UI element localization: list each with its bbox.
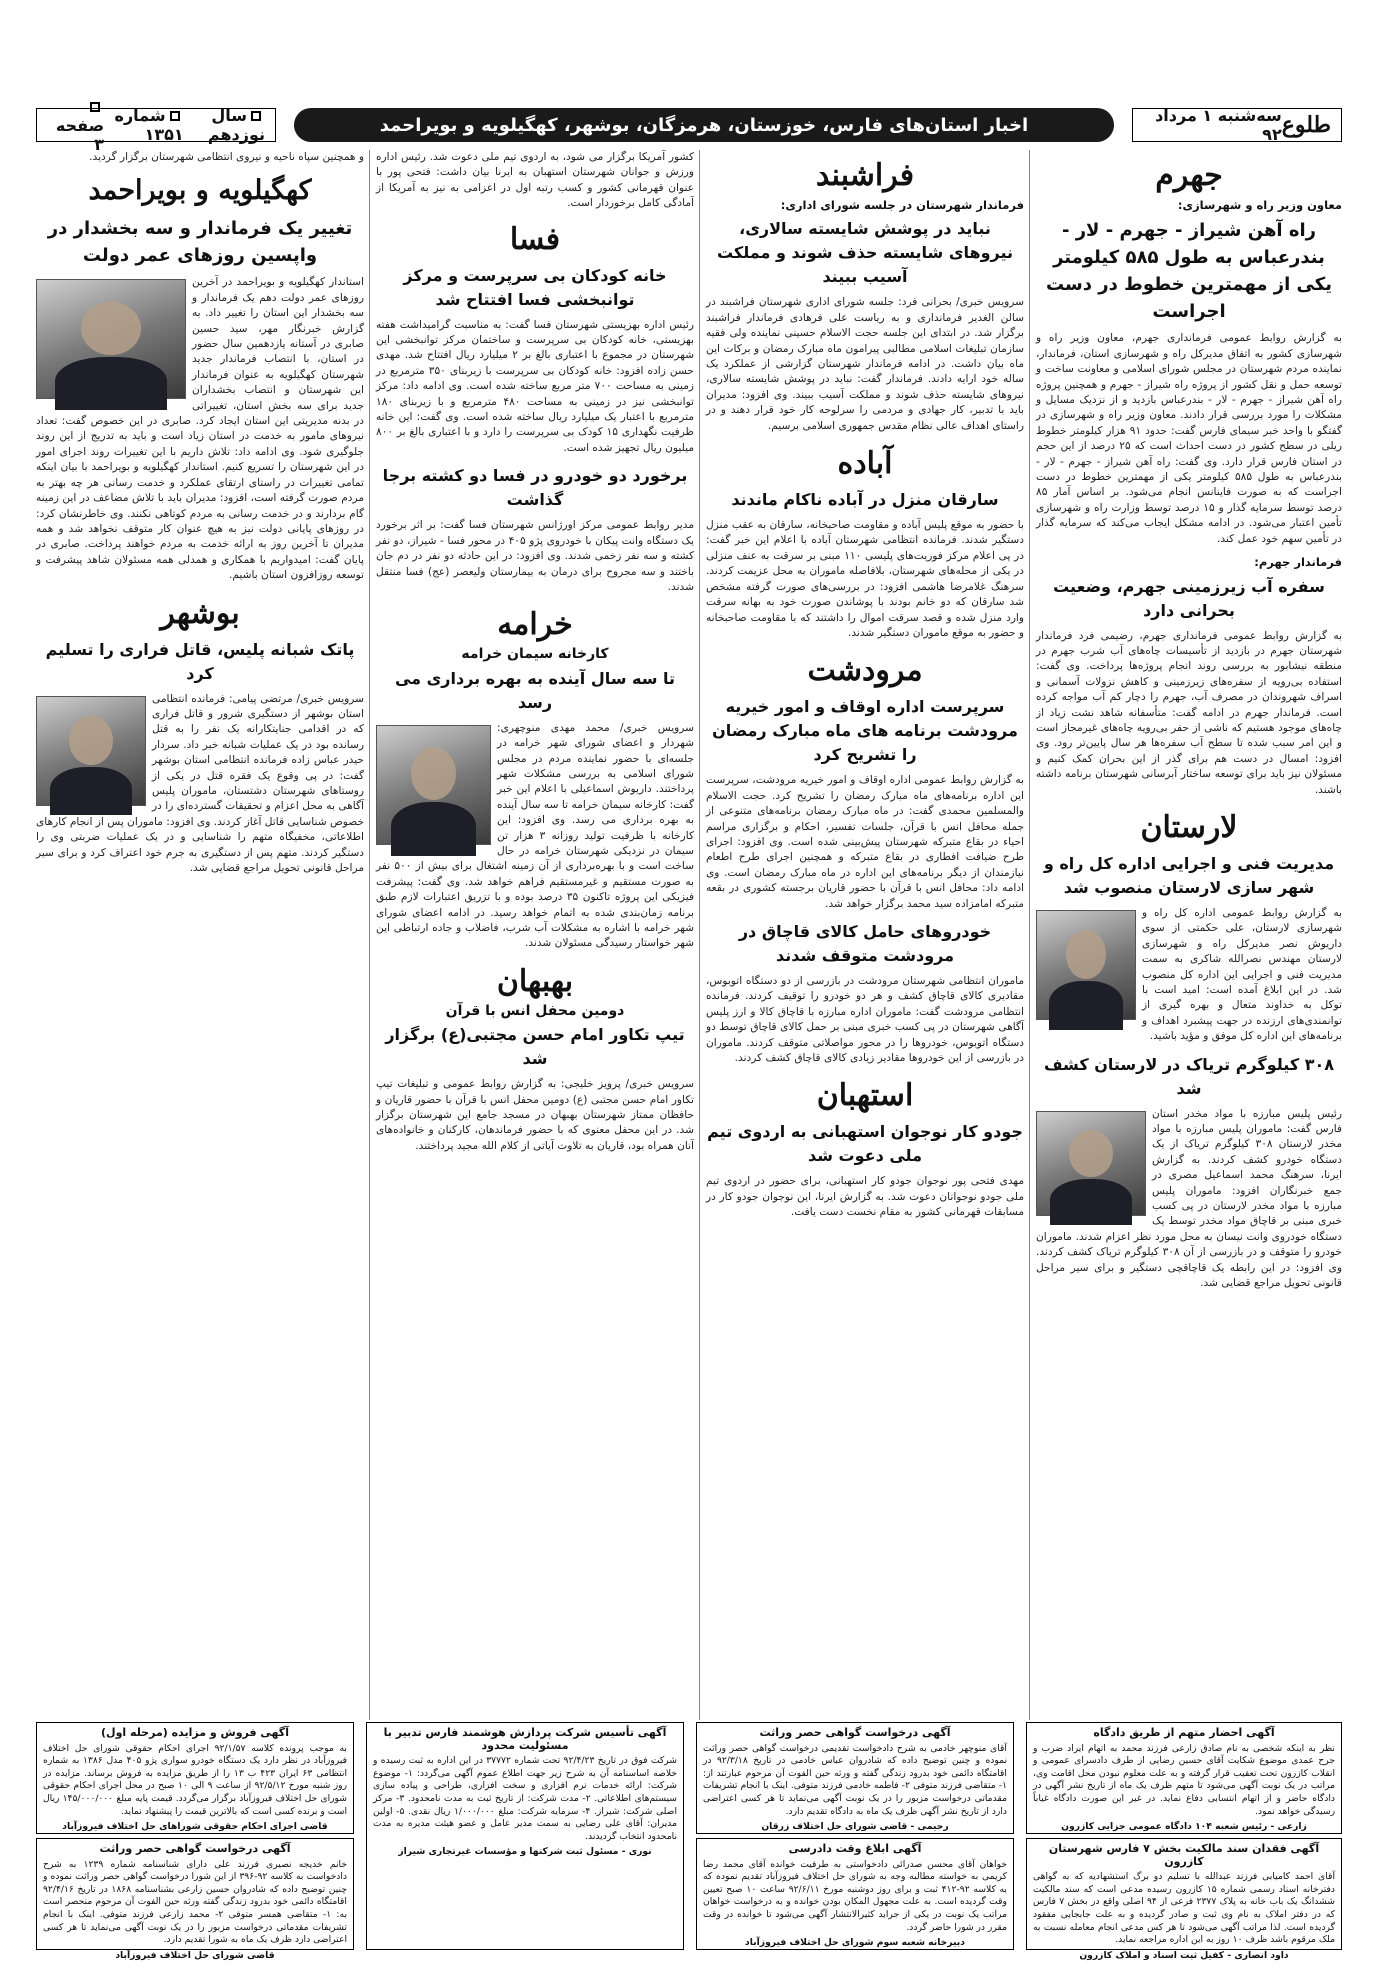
- column-rule: [699, 150, 700, 1720]
- city-heading: خرامه: [497, 607, 573, 643]
- city-heading: استهبان: [816, 1078, 914, 1114]
- notice-body: نظر به اینکه شخصی به نام صادق زارعی فرزند محمد به اتهام ایراد ضرب و جرح عمدی موضوع شکایت آقای حسین رضایی از طرف دادسرای عمومی و انقلاب کازرون تحت تعقیب قرار گرفته و به علت معلوم نبودن محل اقامت وی، مراتب در یک نوبت آگهی می‌شود تا متهم ظرف یک ماه از تاریخ نشر آگهی در دادگاه حاضر و از اتهام انتسابی دفاع نماید. در غیر این صورت دادگاه غیاباً رسیدگی خواهد نمود.: [1033, 1742, 1335, 1817]
- legal-notice: [36, 1838, 354, 1961]
- notice-body: آقای احمد کامیابی فرزند عبدالله با تسلیم دو برگ استشهادیه که به گواهی دفترخانه اسناد رسمی شماره ۱۵ کازرون رسیده مدعی است که سند مالکیت ششدانگ یک باب خانه به پلاک ۲۳۷۷ فرعی از ۹۴ اصلی واقع در بخش ۷ فارس که در دفتر املاک به نام وی ثبت و صادر گردیده و به علت جابجایی مفقود گردیده است. لذا مراتب آگهی می‌شود تا هر کس مدعی انجام معامله نسبت به ملک مرقوم باشد ظرف ۱۰ روز به این اداره مراجعه نماید.: [1033, 1871, 1335, 1946]
- notice-signature: قاضی اجرای احکام حقوقی شوراهای حل اختلاف فیروزآباد: [62, 1821, 328, 1833]
- notice-body: خانم خدیجه نصیری فرزند علی دارای شناسنامه شماره ۱۲۳۹ به شرح دادخواست به کلاسه ۹۲-۳۹۶ از این شورا درخواست گواهی حصر وراثت نموده و چنین توضیح داده که شادروان حسین زارعی بشناسنامه ۱۸۶۸ در تاریخ ۹۲/۴/۱۶ اقامتگاه دائمی خود بدرود زندگی گفته ورثه حین الفوت آن مرحوم منحصر است به: ۱- متقاضی همسر متوفی ۲- محمد زارعی فرزند متوفی. اینک با انجام تشریفات مقدماتی درخواست مزبور را در یک نوبت آگهی می‌نماید تا هر کسی اعتراضی دارد ظرف یک ماه به شورا تقدیم دارد.: [43, 1858, 347, 1946]
- article-headline: نباید در پوشش شایسته سالاری، نیروهای شایسته حذف شوند و مملکت آسیب ببیند: [716, 219, 1014, 287]
- legal-notice: [1026, 1722, 1342, 1834]
- article-body: رئیس پلیس مبارزه با مواد مخدر استان فارس گفت: ماموران پلیس مبارزه با مواد مخدر لارستان ۳۰۸ کیلوگرم تریاک از یک دستگاه خودرو کشف کردند. به گزارش ایرنا، سرهنگ محمد اسماعیل مصری در جمع خبرنگاران افزود: ماموران پلیس مبارزه با مواد مخدر لارستان در پی کسب خبری مبنی بر قاچاق مواد مخدر توسط یک دستگاه خودروی وانت نیسان به محل مورد نظر اعزام شدند. ماموران خودرو را متوقف و در بازرسی از آن ۳۰۸ کیلوگرم تریاک کشف کردند. وی افزود: در این رابطه یک قاچاقچی دستگیر و برای سیر مراحل قانونی تحویل مراجع قضایی شد.: [1036, 1107, 1342, 1290]
- notice-body: آقای منوچهر خادمی به شرح دادخواست تقدیمی درخواست گواهی حصر وراثت نموده و چنین توضیح داده که شادروان عباس خادمی در تاریخ ۹۲/۳/۱۸ در اقامتگاه دائمی خود بدرود زندگی گفته و ورثه حین الفوت آن مرحوم عبارتند از: ۱- متقاضی فرزند متوفی ۲- فاطمه خادمی فرزند متوفی. اینک با انجام تشریفات مقدماتی درخواست مزبور را در یک نوبت آگهی می‌نماید تا هر کسی اعتراضی دارد از تاریخ نشر آگهی ظرف یک ماه به دادگاه تقدیم دارد.: [703, 1742, 1007, 1817]
- square-bullet-icon: [251, 111, 261, 121]
- legal-notice: [696, 1722, 1014, 1834]
- governor-portrait-photo: [36, 279, 186, 399]
- article-body: سرویس خبری/ مرتضی پیامی: فرمانده انتظامی استان بوشهر از دستگیری شرور و قاتل فراری که در اقدامی جنایتکارانه یک نفر را به قتل رسانده بود در یک عملیات شبانه خبر داد. سردار حیدر عباس زاده فرمانده انتظامی استان بوشهر گفت: در پی وقوع یک فقره قتل در یکی از روستاهای شهرستان دشتستان، ماموران پلیس آگاهی به محل اعزام و تحقیقات گسترده‌ای را در خصوص شناسایی قاتل آغاز کردند. وی افزود: ماموران پس از انجام کارهای اطلاعاتی، مخفیگاه متهم را شناسایی و در یک عملیات ضربتی وی را دستگیر کردند. متهم پس از دستگیری به جرم خود اعتراف کرد و برای سیر مراحل قانونی تحویل مراجع قضایی شد.: [36, 692, 364, 874]
- article-body: با حضور به موقع پلیس آباده و مقاومت صاحبخانه، سارقان به عقب منزل دستگیر شدند. فرمانده انتظامی شهرستان آباده با اعلام این خبر گفت: در پی اعلام مرکز فوریت‌های پلیسی ۱۱۰ مبنی بر سرقت به عنف منزلی در یکی از محله‌های شهرستان، بلافاصله ماموران به محل عزیمت کردند. سرهنگ غلامرضا هاشمی افزود: در بررسی‌های صورت گرفته مشخص شد سارقان که دو خانم بودند با پوشاندن صورت خود به بهانه سرقت وارد منزل شده و قصد سرقت اموال را داشتند که با مقاومت صاحبخانه و حضور به موقع ماموران دستگیر شدند.: [706, 519, 1024, 639]
- article-headline: تا سه سال آینده به بهره برداری می رسد: [394, 668, 676, 712]
- article-headline: برخورد دو خودرو در فسا دو کشته برجا گذاشت: [382, 466, 688, 510]
- article-headline: تغییر یک فرماندار و سه بخشدار در واپسین روزهای عمر دولت: [47, 218, 353, 267]
- masthead: [36, 106, 1342, 154]
- notice-signature: زارعی - رئیس شعبه ۱۰۴ دادگاه عمومی جزایی کازرون: [1061, 1821, 1307, 1833]
- official-portrait-photo: [1036, 910, 1136, 1020]
- article-headline: مدیریت فنی و اجرایی اداره کل راه و شهر سازی لارستان منصوب شد: [1043, 853, 1335, 897]
- article-body: به گزارش روابط عمومی فرمانداری جهرم، معاون وزیر راه و شهرسازی کشور به اتفاق مدیرکل راه و شهرسازی استان، فرماندار، نماینده مردم شهرستان در مجلس شورای اسلامی و معاونت ساخت و توسعه حمل و نقل کشور از پروژه راه شیراز - جهرم و همچنین پروژه راه آهن شیراز - جهرم - لار - بندرعباس بازدید و از نزدیک مسایل و مشکلات را مورد بررسی قرار دادند. معاون وزیر راه و شهرسازی در گفتگو با واحد خبر سیمای فارس گفت: حدود ۹۱ هزار کیلومتر خطوط ریلی در سطح کشور در دست احداث است که ۲۵ درصد از این حجم در استان فارس قرار دارد. وی گفت: راه آهن شیراز - جهرم - لار - بندرعباس به طول ۵۸۵ کیلومتر یکی از مهمترین خطوط در دست اجراست که به صورت فاینانس انجام می‌شود. بر اساس آمار ۸۵ درصد توسط سرمایه گذار و ۱۵ درصد توسط وزارت راه و شهرسازی تأمین اعتبار می‌شود. در ادامه مشکل ایجاب می‌کند که سرمایه گذار در تأمین سهم خود عمل کند.: [1036, 332, 1343, 545]
- notice-title: آگهی تأسیس شرکت پردازش هوشمند فارس تدبیر با مسئولیت محدود: [383, 1726, 667, 1752]
- article-body: سرویس خبری/ پرویز خلیجی: به گزارش روابط عمومی و تبلیغات تیپ تکاور امام حسن مجتبی (ع) دومین محفل انس با قرآن با حضور قاریان و حافظان ممتاز شهرستان بهبهان در مسجد جامع این شهرستان برگزار شد. در این محفل معنوی که با حضور فرماندهان، کارکنان و خانواده‌های آنان همراه بود، قاریان به تلاوت آیاتی از کلام الله مجید پرداختند.: [376, 1078, 694, 1152]
- article-continuation: و همچنین سپاه ناحیه و نیروی انتظامی شهرستان برگزار گردید.: [89, 151, 364, 163]
- article-headline: سارقان منزل در آباده ناکام ماندند: [731, 490, 999, 510]
- column-jahrom-larestan: [1036, 150, 1342, 1720]
- column-rule: [369, 150, 370, 1720]
- page-number: صفحه ۳: [55, 115, 105, 154]
- notice-title: آگهی احضار متهم از طریق دادگاه: [1093, 1726, 1275, 1739]
- masthead-date-box: [1132, 108, 1342, 142]
- notice-signature: قاضی شورای حل اختلاف فیروزآباد: [115, 1949, 275, 1961]
- article-headline: خانه کودکان بی سرپرست و مرکز توانبخشی فسا افتتاح شد: [403, 265, 667, 309]
- article-kicker: کارخانه سیمان خرامه: [461, 646, 609, 663]
- city-heading: بهبهان: [496, 963, 574, 999]
- article-headline: پاتک شبانه پلیس، قاتل فراری را تسلیم کرد: [45, 639, 355, 683]
- legal-notice: [696, 1838, 1014, 1950]
- legal-notice: [1026, 1838, 1342, 1961]
- article-body: سرویس خبری/ محمد مهدی منوچهری: شهردار و اعضای شورای شهر خرامه در جلسه‌ای با حضور نماینده مردم در مجلس شورای اسلامی به بررسی مشکلات شهر پرداختند. داریوش اسماعیلی با اعلام این خبر گفت: کارخانه سیمان خرامه تا سه سال آینده به بهره برداری می رسد. وی افزود: این کارخانه با ظرفیت تولید روزانه ۳ هزار تن سیمان در نزدیکی شهرستان خرامه در حال ساخت است و با بهره‌برداری از آن زمینه اشتغال برای بیش از ۵۰۰ نفر به صورت مستقیم و غیرمستقیم فراهم خواهد شد. وی گفت: پیشرفت فیزیکی این پروژه تاکنون ۳۵ درصد بوده و با تزریق اعتبارات لازم طبق برنامه زمان‌بندی شده به اتمام خواهد رسید. در ادامه اعضای شورای شهر خرامه با اشاره به مشکلات آب شرب، فاضلاب و جاده ارتباطی این شهر خواستار رسیدگی مسئولان شدند.: [376, 721, 695, 950]
- city-heading: مرودشت: [807, 653, 923, 689]
- article-body: به گزارش روابط عمومی اداره اوقاف و امور خیریه مرودشت، سرپرست این اداره برنامه‌های ماه مبارک رمضان را تشریح کرد. حجت الاسلام والمسلمین محمدی گفت: در ماه مبارک رمضان برنامه‌های متنوعی از جمله محافل انس با قرآن، جلسات تفسیر، احکام و برگزاری مراسم احیاء در بقاع متبرکه شهرستان پیش‌بینی شده است. وی افزود: اجرای طرح ضیافت افطاری در بقاع متبرکه و همچنین اجرای طرح اطعام نیازمندان از دیگر برنامه‌های این اداره در ماه مبارک رمضان است. وی ادامه داد: محافل انس با قرآن با حضور قاریان برجسته کشوری در بقعه متبرکه امامزاده سید محمد برگزار خواهد شد.: [706, 774, 1024, 910]
- article-kicker: فرماندار شهرستان در جلسه شورای اداری:: [780, 198, 1024, 212]
- column-rule: [1029, 150, 1030, 1720]
- column-fasa-kharameh-behbahan: [376, 150, 694, 1720]
- volume-year: سال نوزدهم: [207, 106, 265, 144]
- article-body: به گزارش روابط عمومی اداره کل راه و شهرسازی لارستان، علی حکمتی از سوی داریوش نصر مدیرکل راه و شهرسازی لارستان مهندس نصرالله شاکری به سمت مدیریت فنی و اجرایی این اداره کل منصوب شد. در این ابلاغ آمده است: امید است با توکل به خداوند متعال و بهره گیری از توانمندی‌های ارزنده در جهت پیشبرد اهداف و برنامه‌های این اداره کل موفق و مؤید باشید.: [1142, 906, 1342, 1043]
- city-heading: فراشبند: [815, 158, 915, 193]
- masthead-issue-box: [36, 106, 276, 154]
- article-kicker: دومین محفل انس با قرآن: [445, 1002, 625, 1019]
- article-body: ماموران انتظامی شهرستان مرودشت در بازرسی از دو دستگاه اتوبوس، مقادیری کالای قاچاق کشف و هر دو خودرو را توقیف کردند. فرمانده انتظامی مرودشت گفت: ماموران اداره مبارزه با قاچاق کالا و ارز پلیس آگاهی شهرستان در پی کسب خبری مبنی بر حمل کالای قاچاق توسط دو دستگاه اتوبوس، خودروها را در محور مواصلاتی متوقف کردند. ماموران در بازرسی از این خودروها مقادیر زیادی کالای قاچاق کشف کردند.: [706, 974, 1024, 1064]
- legal-notice: [366, 1722, 684, 1950]
- article-continuation: کشور آمریکا برگزار می شود، به اردوی تیم ملی دعوت شد. رئیس اداره ورزش و جوانان شهرستان استهبان به ایرنا بیان داشت: فتحی پور با عنوان قهرمانی کشور و کسب رتبه اول در اعزامی به نیز به آمریکا از آمادگی کامل برخوردار است.: [376, 151, 694, 210]
- notice-signature: دبیرخانه شعبه سوم شورای حل اختلاف فیروزآباد: [745, 1937, 965, 1949]
- city-heading: آباده: [837, 446, 893, 482]
- article-headline: جودو کار نوجوان استهبانی به اردوی تیم ملی دعوت شد: [707, 1122, 1023, 1166]
- notice-body: خواهان آقای محسن صدرائی دادخواستی به طرفیت خوانده آقای محمد رضا کریمی به خواسته مطالبه وجه به شورای حل اختلاف فیروزآباد تقدیم نموده که به کلاسه ۹۲-۴۱۲ ثبت و برای روز دوشنبه مورخ ۹۲/۶/۱۱ ساعت ۱۰ صبح تعیین وقت گردیده است. به علت مجهول المکان بودن خوانده و به درخواست خواهان مراتب یک نوبت در یکی از جراید کثیرالانتشار آگهی می‌شود تا خوانده در وقت مقرر در شورا حاضر گردد.: [703, 1858, 1007, 1933]
- article-body: به گزارش روابط عمومی فرمانداری جهرم، رضیمی فرد فرماندار شهرستان جهرم در بازدید از تأسیسات چاه‌های آب شرب جهرم در منطقه نیشابور به بررسی روند انجام پروژه‌ها پرداخت. وی گفت: استفاده بی‌رویه از سفره‌های زیرزمینی و کاهش نزولات آسمانی و اسراف شهروندان در مصرف آب، جهرم را دچار کم آب مواجه کرده است. فرماندار جهرم در ادامه گفت: متأسفانه شاهد نشت زیاد از چاه‌های موجود هستیم که ناشی از حفر بی‌رویه چاه‌های غیرمجاز است و این امر سبب شده تا سطح آب سفره‌ها هر سال پایین‌تر رود. وی افزود: امسال در دست هم برای گذر از این بحران کمک کنیم و مسئولان نیز باید برای توسعه ساختار آبرسانی شهرستان برنامه داشته باشند.: [1036, 629, 1342, 796]
- newspaper-logo: طلوع: [1281, 112, 1331, 138]
- article-headline: ۳۰۸ کیلوگرم تریاک در لارستان کشف شد: [1043, 1054, 1334, 1098]
- article-body: سرویس خبری/ بحرانی فرد: جلسه شورای اداری شهرستان فراشبند در سالن الغدیر فرمانداری و به ریاست علی فرهادی فرماندار فراشبند برگزار شد. در ابتدای این جلسه حجت الاسلام حسینی نماینده ولی فقیه سازمان تبلیغات اسلامی مطالبی پیرامون ماه مبارک رمضان و برکات این ماه بیان داشت. در ادامه فرماندار شهرستان گزارشی از عملکرد یک ساله خود ارایه دادند. فرماندار گفت: نباید در پوشش شایسته سالاری، نیروهای شایسته حذف شوند و مملکت آسیب ببیند. وی افزود: مدیران باید با تدبیر، کار جهادی و مردمی را سرلوحه کار خود قرار دهند و در راستای اهداف عالی نظام مقدس جمهوری اسلامی برسیم.: [706, 296, 1024, 432]
- notice-body: به موجب پرونده کلاسه ۹۲/۱/۵۷ اجرای احکام حقوقی شورای حل اختلاف فیروزآباد در نظر دارد یک دستگاه خودرو سواری پژو ۴۰۵ مدل ۱۳۸۶ به شماره انتظامی ۶۳ ایران ۴۲۳ ب ۱۳ را از طریق مزایده به فروش برساند. مزایده در روز شنبه مورخ ۹۲/۵/۱۲ از ساعت ۹ الی ۱۰ صبح در محل اجرای احکام حقوقی شورای حل اختلاف فیروزآباد برگزار می‌گردد. قیمت پایه مبلغ ۱۴۵/۰۰۰/۰۰۰ ریال است و برنده کسی است که بالاترین قیمت را پیشنهاد نماید.: [43, 1742, 347, 1817]
- article-body: رئیس اداره بهزیستی شهرستان فسا گفت: به مناسبت گرامیداشت هفته بهزیستی، خانه کودکان بی سرپرست و ساختمان مرکز توانبخشی این شهرستان در مجموع با اعتباری بالغ بر ۲ میلیارد ریال افتتاح شد. مهدی حسن زاده افزود: خانه کودکان بی سرپرست با زیربنای ۳۵۰ مترمربع در زمینی به مساحت ۷۰۰ متر مربع ساخته شده است. وی ادامه داد: مرکز توانبخشی نیز در زمینی به مساحت ۴۸۰ مترمربع و با زیربنای ۱۸۰ مترمربع با اعتبار یک میلیارد ریال ساخته شده است. وی گفت: این خانه ظرفیت نگهداری ۱۵ کودک بی سرپرست را دارد و با اعتباری بالغ بر ۸۰۰ میلیون ریال تجهیز شده است.: [376, 318, 695, 454]
- article-headline: سرپرست اداره اوقاف و امور خیریه مرودشت برنامه های ماه مبارک رمضان را تشریح کرد: [712, 697, 1018, 765]
- square-bullet-icon: [90, 102, 100, 112]
- legal-notices-section: [36, 1722, 1342, 1961]
- article-headline: سفره آب زیرزمینی جهرم، وضعیت بحرانی دارد: [1053, 576, 1325, 620]
- section-banner: اخبار استان‌های فارس، خوزستان، هرمزگان، بوشهر، کهگیلویه و بویراحمد: [294, 108, 1114, 142]
- notice-title: آگهی درخواست گواهی حصر وراثت: [759, 1726, 951, 1739]
- city-heading: بوشهر: [160, 595, 240, 631]
- notice-signature: رحیمی - قاضی شورای حل اختلاف زرقان: [761, 1821, 949, 1833]
- notice-body: شرکت فوق در تاریخ ۹۲/۴/۲۳ تحت شماره ۳۷۷۷۲ در این اداره به ثبت رسیده و خلاصه اساسنامه آن به شرح زیر جهت اطلاع عموم آگهی می‌گردد: ۱- موضوع شرکت: ارائه خدمات نرم افزاری و سخت افزاری، طراحی و پیاده سازی سیستم‌های اطلاعاتی. ۲- مدت شرکت: از تاریخ ثبت به مدت نامحدود. ۳- مرکز اصلی شرکت: شیراز. ۴- سرمایه شرکت: مبلغ ۱/۰۰۰/۰۰۰ ریال نقدی. ۵- اولین مدیران: آقای علی رضایی به سمت مدیر عامل و عضو هیئت مدیره به مدت نامحدود انتخاب گردیدند.: [373, 1755, 678, 1842]
- notice-title: آگهی فروش و مزایده (مرحله اول): [101, 1726, 289, 1739]
- square-bullet-icon: [170, 111, 180, 121]
- article-body: استاندار کهگیلویه و بویراحمد در آخرین روزهای عمر دولت دهم یک فرماندار و سه بخشدار این استان را تغییر داد. به گزارش خبرنگار مهر، سید حسین صابری در آستانه یازدهمین سال حضور در استان، با انتصاب فرماندار جدید شهرستان کهگیلویه به عنوان فرماندار این شهرستان و انتصاب بخشداران جدید برای سه بخش استان، تغییراتی در بدنه مدیریتی این استان ایجاد کرد. صابری در این خصوص گفت: تعداد نیروهای مامور به خدمت در استان زیاد است و باید به تدریج از این روند جلوگیری شود. وی ادامه داد: تلاش داریم با این تغییرات روند اجرای امور در این شهرستان را تسریع کنیم. استاندار کهگیلویه و بویراحمد با بیان اینکه تمامی تغییرات در راستای ارتقای عملکرد و خدمت رسانی هر چه بهتر به مردم صورت گرفته است، افزود: مدیران باید با تلاش مضاعف در این زمینه گام بردارند و در خدمت رسانی به مردم کوتاهی نکنند. وی خاطرنشان کرد: در روزهای پایانی دولت نیز به هیچ عنوان کار متوقف نخواهد شد و همه مدیران تا آخرین روز به ارائه خدمت به مردم خواهند پرداخت. صابری در پایان گفت: امیدواریم با همکاری و همدلی همه مسئولان شاهد پیشرفت و توسعه روزافزون استان باشیم.: [36, 276, 364, 582]
- notice-signature: نوری - مسئول ثبت شرکتها و مؤسسات غیرتجاری شیراز: [398, 1846, 652, 1858]
- article-kicker: معاون وزیر راه و شهرسازی:: [1177, 198, 1342, 212]
- official-portrait-photo: [376, 725, 491, 845]
- city-heading: فسا: [509, 221, 561, 257]
- notice-title: آگهی فقدان سند مالکیت بخش ۷ فارس شهرستان کازرون: [1048, 1842, 1320, 1868]
- article-kicker: فرماندار جهرم:: [1254, 555, 1342, 570]
- notice-signature: داود انصاری - کفیل ثبت اسناد و املاک کازرون: [1079, 1949, 1289, 1961]
- police-chief-photo: [1036, 1111, 1146, 1216]
- column-kohgiluyeh-bushehr: [36, 150, 364, 1720]
- article-body: مهدی فتحی پور نوجوان جودو کار استهبانی، برای حضور در اردوی تیم ملی جودو نوجوانان دعوت شد. به گزارش ایرنا، این نوجوان جودو کار در مسابقات قهرمانی کشور به مقام نخست دست یافت.: [706, 1175, 1024, 1219]
- legal-notice: [36, 1722, 354, 1834]
- city-heading: کهگیلویه و بویراحمد: [88, 175, 312, 207]
- article-headline: خودروهای حامل کالای قاچاق در مرودشت متوقف شدند: [738, 921, 992, 965]
- issue-number: شماره ۱۳۵۱: [114, 106, 184, 144]
- issue-date: سه‌شنبه ۱ مرداد ۹۲: [1155, 106, 1282, 144]
- city-heading: جهرم: [1155, 158, 1223, 193]
- police-commander-photo: [36, 696, 146, 806]
- article-headline: تیپ تکاور امام حسن مجتبی(ع) برگزار شد: [385, 1025, 685, 1069]
- article-headline: راه آهن شیراز - جهرم - لار - بندرعباس به طول ۵۸۵ کیلومتر یکی از مهمترین خطوط در دست اجراست: [1046, 220, 1332, 323]
- notice-title: آگهی درخواست گواهی حصر وراثت: [99, 1842, 291, 1855]
- notice-title: آگهی ابلاغ وقت دادرسی: [788, 1842, 922, 1855]
- article-body: مدیر روابط عمومی مرکز اورژانس شهرستان فسا گفت: بر اثر برخورد یک دستگاه وانت پیکان با خودروی پژو ۴۰۵ در محور فسا - شیراز، دو نفر کشته و سه نفر زخمی شدند. وی افزود: در این حادثه دو نفر در دم جان باختند و سه مجروح برای درمان به بیمارستان ولیعصر (عج) فسا منتقل شدند.: [376, 519, 694, 593]
- city-heading: لارستان: [1140, 809, 1238, 845]
- column-farashband-abadeh-marvdasht: [706, 150, 1024, 1720]
